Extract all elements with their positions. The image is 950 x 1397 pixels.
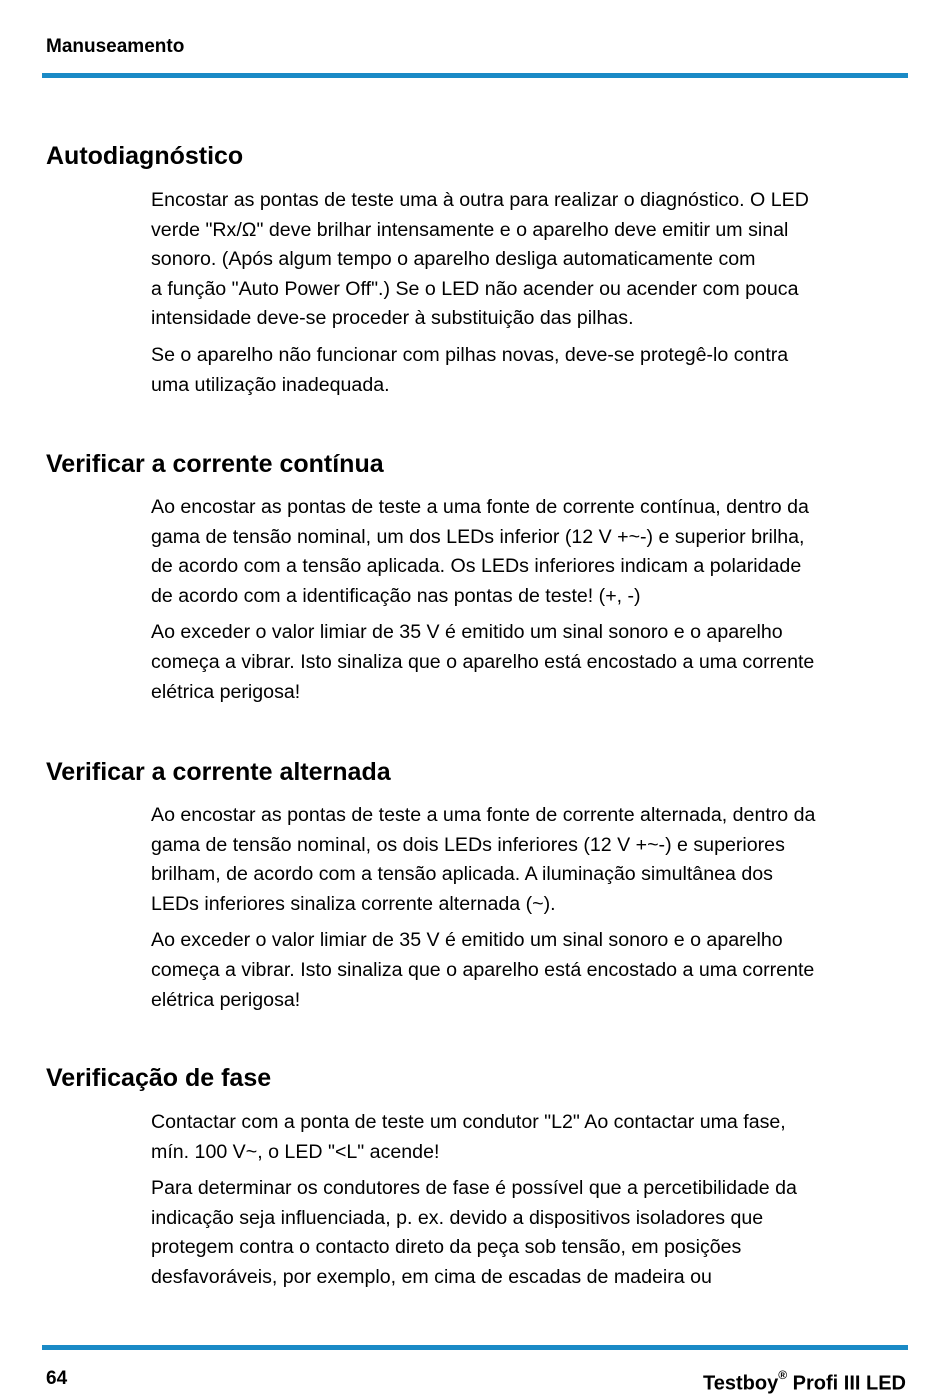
section-heading: Autodiagnóstico: [46, 142, 244, 170]
section-heading: Verificação de fase: [46, 1064, 272, 1092]
page-number: 64: [46, 1368, 68, 1389]
paragraph: Ao encostar as pontas de teste a uma fonte de corrente alternada, dentro da gama de tensão nominal, os dois LEDs inferiores (12 V +~-) e superiores brilham, de acordo com a tensão aplicada. A iluminação simultânea dos LEDs inferiores sinaliza corrente alternada (~).: [151, 804, 816, 915]
section-body: [151, 493, 911, 714]
section-body: [151, 186, 911, 407]
running-header-title: Manuseamento: [46, 36, 185, 57]
paragraph: Ao exceder o valor limiar de 35 V é emitido um sinal sonoro e o aparelho começa a vibrar. Isto sinaliza que o aparelho está encostado a uma corrente elétrica perigosa!: [151, 929, 815, 1011]
footer-divider: [42, 1345, 908, 1350]
product-model: Profi III LED: [787, 1372, 906, 1395]
paragraph: Ao exceder o valor limiar de 35 V é emitido um sinal sonoro e o aparelho começa a vibrar. Isto sinaliza que o aparelho está encostado a uma corrente elétrica perigosa!: [151, 621, 815, 703]
section-body: [151, 1108, 911, 1300]
product-name: [703, 1365, 906, 1397]
paragraph: Se o aparelho não funcionar com pilhas novas, deve-se protegê-lo contra uma utilização inadequada.: [151, 343, 789, 396]
header-divider: [42, 73, 908, 78]
registered-mark: ®: [778, 1368, 788, 1382]
brand-name: Testboy: [703, 1372, 779, 1395]
paragraph: Ao encostar as pontas de teste a uma fonte de corrente contínua, dentro da gama de tensão nominal, um dos LEDs inferior (12 V +~-) e superior brilha, de acordo com a tensão aplicada. Os LEDs inferiores indicam a polaridade de acordo com a identificação nas pontas de teste! (+, -): [151, 496, 809, 607]
paragraph: Encostar as pontas de teste uma à outra para realizar o diagnóstico. O LED verde "Rx/Ω" deve brilhar intensamente e o aparelho deve emitir um sinal sonoro. (Após algum tempo o aparelho desliga automaticamente com a função "Auto Power Off".) Se o LED não acender ou acender com pouca intensidade deve-se proceder à substituição das pilhas.: [151, 189, 809, 330]
section-body: [151, 801, 911, 1022]
section-heading: Verificar a corrente contínua: [46, 450, 384, 478]
section-heading: Verificar a corrente alternada: [46, 758, 391, 786]
paragraph: Para determinar os condutores de fase é possível que a percetibilidade da indicação seja influenciada, p. ex. devido a dispositivos isoladores que protegem contra o contacto direto da peça sob tensão, em posições desfavoráveis, por exemplo, em cima de escadas de madeira ou: [151, 1177, 797, 1288]
paragraph: Contactar com a ponta de teste um condutor "L2" Ao contactar uma fase, mín. 100 V~, o LED "<L" acende!: [151, 1111, 786, 1163]
